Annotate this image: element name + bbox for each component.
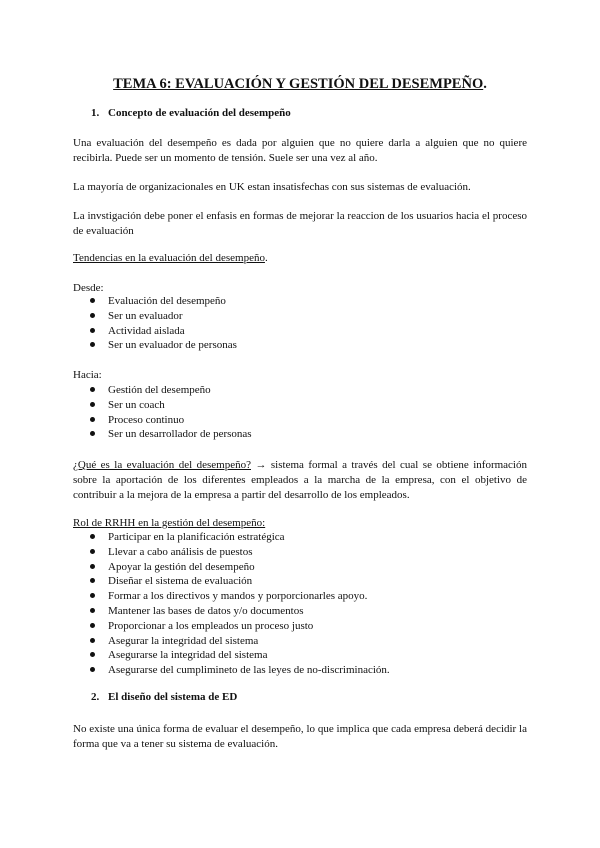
desde-label: Desde: xyxy=(73,282,104,294)
title-trail: . xyxy=(483,76,487,92)
list-item: Evaluación del desempeño xyxy=(90,294,237,309)
bullet-icon xyxy=(90,549,95,554)
definition-question: ¿Qué es la evaluación del desempeño? xyxy=(73,459,251,471)
list-item: Ser un evaluador de personas xyxy=(90,338,237,353)
paragraph: Una evaluación del desempeño es dada por alguien que no quiere darla a alguien que no quiere recibirla. Puede ser un momento de tensión. Suele ser una vez al año. xyxy=(73,137,527,164)
bullet-icon xyxy=(90,387,95,392)
bullet-icon xyxy=(90,652,95,657)
bullet-icon xyxy=(90,417,95,422)
bullet-icon xyxy=(90,638,95,643)
bullet-icon xyxy=(90,578,95,583)
list-item: Ser un coach xyxy=(90,398,252,413)
bullet-icon xyxy=(90,623,95,628)
list-item: Asegurarse del cumplimineto de las leyes de no-discriminación. xyxy=(90,663,390,678)
bullet-icon xyxy=(90,431,95,436)
subheading-tendencias xyxy=(73,252,268,264)
list-item: Formar a los directivos y mandos y porporcionarles apoyo. xyxy=(90,589,390,604)
paragraph: La mayoría de organizacionales en UK estan insatisfechas con sus sistemas de evaluación. xyxy=(73,181,471,193)
list-item: Asegurar la integridad del sistema xyxy=(90,634,390,649)
list-item: Gestión del desempeño xyxy=(90,383,252,398)
section-title: Concepto de evaluación del desempeño xyxy=(108,107,291,119)
list-item: Ser un desarrollador de personas xyxy=(90,427,252,442)
list-item: Asegurarse la integridad del sistema xyxy=(90,648,390,663)
list-item: Proceso continuo xyxy=(90,413,252,428)
hacia-list xyxy=(90,383,252,442)
bullet-icon xyxy=(90,342,95,347)
list-item: Actividad aislada xyxy=(90,324,237,339)
bullet-icon xyxy=(90,564,95,569)
subheading-rol: Rol de RRHH en la gestión del desempeño: xyxy=(73,517,266,529)
paragraph: La invstigación debe poner el enfasis en formas de mejorar la reaccion de los usuarios hacia el proceso de evaluación xyxy=(73,210,527,237)
page-title xyxy=(0,76,600,93)
bullet-icon xyxy=(90,402,95,407)
rol-list xyxy=(90,530,390,678)
section-heading-1 xyxy=(91,107,291,119)
bullet-icon xyxy=(90,298,95,303)
list-item: Participar en la planificación estratégica xyxy=(90,530,390,545)
hacia-label: Hacia: xyxy=(73,369,102,381)
list-item: Diseñar el sistema de evaluación xyxy=(90,574,390,589)
list-item: Llevar a cabo análisis de puestos xyxy=(90,545,390,560)
definition-paragraph xyxy=(73,458,527,503)
paragraph: No existe una única forma de evaluar el desempeño, lo que implica que cada empresa deberá decidir la forma que va a tener su sistema de evaluación. xyxy=(73,723,527,750)
bullet-icon xyxy=(90,534,95,539)
section-title: El diseño del sistema de ED xyxy=(108,691,238,703)
title-text: TEMA 6: EVALUACIÓN Y GESTIÓN DEL DESEMPEÑO xyxy=(113,76,484,92)
bullet-icon xyxy=(90,328,95,333)
desde-list xyxy=(90,294,237,353)
bullet-icon xyxy=(90,313,95,318)
bullet-icon xyxy=(90,667,95,672)
definition-answer: → sistema formal a través del cual se obtiene información sobre la aportación de los diferentes empleados a la marcha de la empresa, con el objetivo de contribuir a la mejora de la empresa a partir del desarrollo de los empleados. xyxy=(73,459,527,501)
section-heading-2 xyxy=(91,691,237,703)
section-number: 1. xyxy=(91,107,100,119)
section-number: 2. xyxy=(91,691,100,703)
bullet-icon xyxy=(90,593,95,598)
list-item: Apoyar la gestión del desempeño xyxy=(90,560,390,575)
bullet-icon xyxy=(90,608,95,613)
subheading-trail: . xyxy=(264,252,268,264)
list-item: Mantener las bases de datos y/o documentos xyxy=(90,604,390,619)
list-item: Ser un evaluador xyxy=(90,309,237,324)
subheading-text: Tendencias en la evaluación del desempeño xyxy=(73,252,265,264)
list-item: Proporcionar a los empleados un proceso justo xyxy=(90,619,390,634)
